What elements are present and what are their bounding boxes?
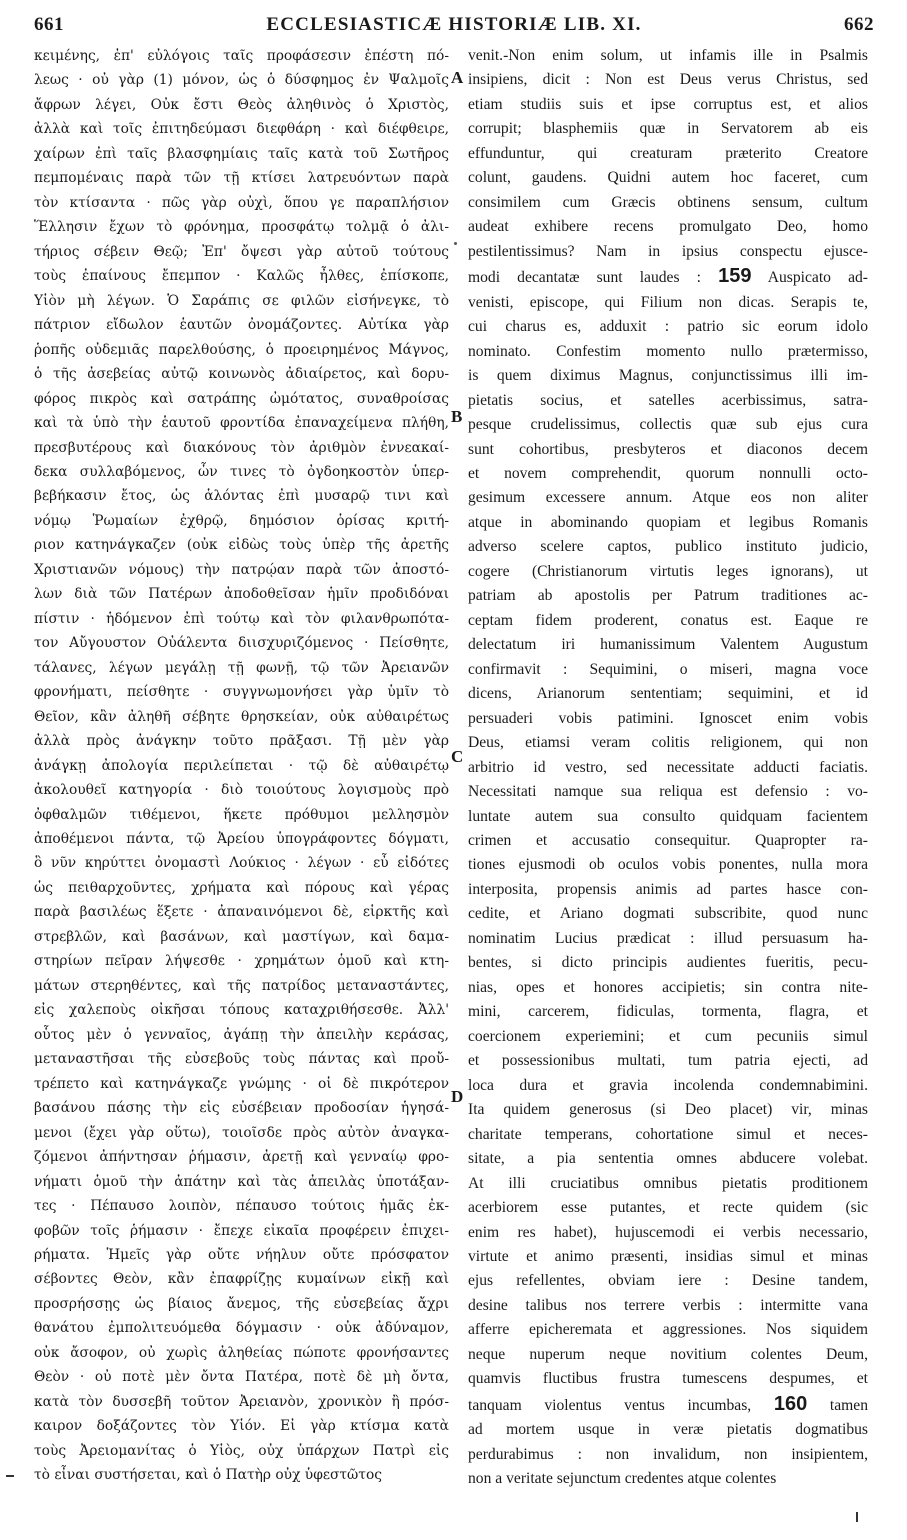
left-page-number: 661 <box>34 14 64 35</box>
latin-line <box>468 291 868 315</box>
margin-tick-mark <box>856 1512 858 1522</box>
latin-line-text: effunduntur, qui creaturam præterito Creatore <box>468 144 868 162</box>
greek-line: καὶ τὰ ὑπὸ τὴν ἑαυτοῦ φροντίδα ἐπαναχείμενα πλήθη, <box>34 415 449 432</box>
latin-line <box>468 315 868 339</box>
latin-line <box>468 1025 868 1049</box>
latin-line-text: charitate temperans, cohortatione simul et neces- <box>468 1125 868 1143</box>
latin-line-text: cedite, et Ariano dogmati subscribite, quod nunc <box>468 905 868 923</box>
latin-line <box>468 976 868 1000</box>
latin-line-text: afferre epicheremata et aggressiones. Nos siquidem <box>468 1321 868 1339</box>
latin-line-text: sunt cohortibus, presbyteros et diaconos decem <box>468 440 868 458</box>
latin-line <box>468 68 868 92</box>
latin-line-text: ejus refellentes, obviam iere : Desine tandem, <box>468 1272 868 1290</box>
latin-line-text: luntate autem sua consulto quidquam facientem <box>468 807 868 825</box>
latin-line-text: corrupit; blasphemiis quæ in Servatorem ab eis <box>468 120 868 138</box>
latin-line-text: enim res habet), hujuscemodi ei verbis necessario, <box>468 1223 868 1241</box>
column-divider-dot <box>454 242 457 245</box>
latin-line <box>468 142 868 166</box>
latin-line-text: desine talibus nos terrere verbis : intermitte vana <box>468 1296 868 1314</box>
greek-line: οὐκ ἄσοφον, οὐ χωρὶς ἀληθείας πώποτε φρονήσαντες <box>34 1344 449 1361</box>
greek-line: καιρον δοξάζοντες τὸν Υἱόν. Εἰ γὰρ κτίσμα κατὰ <box>34 1418 449 1435</box>
latin-line <box>468 1467 868 1491</box>
greek-line: μενοι (ἔχει γὰρ οὕτω), τοιοῖσδε πρὸς αὐτὸν ἀναγκα- <box>34 1124 449 1141</box>
latin-line-text: is quem diximus Magnus, conjunctissimus illi im- <box>468 367 868 385</box>
latin-line <box>468 780 868 804</box>
latin-line <box>468 1123 868 1147</box>
latin-line <box>468 584 868 608</box>
latin-line <box>468 633 868 657</box>
latin-line-text: adverso scelere captos, publico instituto judicio, <box>468 538 868 556</box>
latin-line-text: tamen <box>829 1396 868 1414</box>
greek-line: Υἱὸν μὴ λέγων. Ὁ Σαράπις σε φιλῶν εἰσήνεγκε, τὸ <box>34 292 449 309</box>
latin-line-text: patriam ab apostolis per Patrum traditiones ac- <box>468 587 868 605</box>
greek-line: ῥοπῆς οὐδεμιᾶς παρελθούσης, ὁ προειρημένος Μάγνος, <box>34 341 449 358</box>
latin-line <box>468 1147 868 1171</box>
latin-line <box>468 1221 868 1245</box>
greek-line: ἀνάγκῃ ἀπολογία περιλείπεται · τῷ δὲ αὐθαιρέτῳ <box>34 757 449 774</box>
greek-line: φοβῶν τοῖς ῥήμασιν · ἔπεχε εἰκαῖα προφέρειν ἐπιχει- <box>34 1222 449 1239</box>
latin-line-text: tiones ejusmodi ob oculos vobis ponentes, nulla mora <box>468 856 868 874</box>
greek-line: Χριστιανῶν νόμους) τὴν πατρῴαν παρὰ τῶν ἀποστό- <box>34 561 449 578</box>
greek-line: οὗτος μὲν ὁ γενναῖος, ἀγάπῃ τὴν ἀπειλὴν κεράσας, <box>34 1026 449 1043</box>
greek-line: ἀποθέμενοι πάντα, τῷ Ἀρείου ὑπογράφοντες δόγματι, <box>34 831 449 847</box>
greek-line: λεως · οὐ γὰρ (1) μόνον, ὡς ὁ δύσφημος ἐν Ψαλμοῖς <box>34 72 449 89</box>
latin-line-text: dicens, Arianorum sententiam; sequimini, et id <box>468 685 868 703</box>
greek-line: τρέπετο καὶ κατηνάγκαζε γνώμης · οἱ δὲ πικρότερον <box>34 1075 449 1092</box>
latin-line <box>468 731 868 755</box>
latin-line <box>468 560 868 584</box>
greek-line: τὸν κτίσαντα · πῶς γὰρ οὐχὶ, ὅπου γε παραπλήσιον <box>34 194 449 211</box>
latin-line-text: Auspicato ad- <box>767 269 868 287</box>
greek-line: στρεβλῶν, καὶ βασάνων, καὶ μαστίγων, καὶ δαμα- <box>34 928 449 945</box>
latin-line-text: acerbiorem esse putantes, et recte quidem (sic <box>468 1199 868 1217</box>
margin-letter-a: A <box>451 68 464 87</box>
latin-line-text: cogere (Christianorum virtutis leges ignorans), ut <box>468 562 868 580</box>
latin-line <box>468 902 868 926</box>
latin-line <box>468 93 868 117</box>
latin-line <box>468 340 868 364</box>
latin-line <box>468 1318 868 1342</box>
latin-line-text: Ita quidem generosus (si Deo placet) vir, minas <box>468 1101 868 1119</box>
latin-line-text: Deus, etiamsi veram colitis religionem, qui non <box>468 734 868 752</box>
latin-line-text: delectatum iri humanissimum Valentem Augustum <box>468 636 868 654</box>
greek-line: ἄφρων λέγει, Οὐκ ἔστι Θεὸς ἀληθινὸς ὁ Χριστὸς, <box>34 96 449 113</box>
margin-dash-mark <box>6 1475 14 1477</box>
latin-line <box>468 389 868 413</box>
latin-line-text: ad mortem usque in veræ pietatis dogmatibus <box>468 1421 868 1439</box>
latin-line <box>468 707 868 731</box>
latin-line <box>468 658 868 682</box>
latin-line-text: sitate, a pia sententia omnes abducere volebat. <box>468 1150 868 1168</box>
greek-line: σέβοντες Θεὸν, κἂν ἐπαφρίζῃς κυμαίνων εἰκῇ καὶ <box>34 1271 449 1288</box>
latin-line-text: crimen et accusatio consequitur. Quapropter ra- <box>468 832 868 849</box>
latin-line-text: etiam studiis suis et ipse corruptus est, et alios <box>468 95 868 113</box>
greek-line: ρήματα. Ἡμεῖς γὰρ οὔτε νήηλυν οὔτε πρόσφατον <box>34 1246 449 1263</box>
greek-line: Ἕλλησιν ἔχων τὸ φρόνημα, προσφάτῳ τολμᾷ ὁ ἀλι- <box>34 219 449 236</box>
latin-line <box>468 511 868 535</box>
greek-line: μάτων στερηθέντες, καὶ τῆς πατρίδος μεταναστάντες, <box>34 977 449 994</box>
greek-line: ἀλλὰ καὶ τοῖς ἐπιτηδεύμασι διεφθάρη · καὶ διέφθειρε, <box>34 121 449 138</box>
greek-line: τάλανες, λέγων μεγάλῃ τῇ φωνῇ, τῷ τῶν Ἀρειανῶν <box>34 659 449 676</box>
greek-line: μεταναστῆσαι τῆς εὐσεβοῦς τοὺς πάντας καὶ προὔ- <box>34 1051 449 1068</box>
latin-line-text: non a veritate sejunctum credentes atque colentes <box>468 1470 777 1488</box>
latin-line-text: nominato. Confestim momento nullo prætermisso, <box>468 342 868 360</box>
greek-line: δεκα συλλαβόμενος, ὧν τινες τὸ ὀγδοηκοστὸν ὑπερ- <box>34 463 449 480</box>
latin-line-text: tanquam violentus ventus incumbas, <box>468 1396 752 1414</box>
latin-line <box>468 364 868 388</box>
greek-line: πίστιν · ἡδόμενον ἐπὶ τούτῳ καὶ τὸν φιλανθρωπότα- <box>34 610 449 627</box>
latin-line-text: nias, opes et honores accipietis; sin contra nite- <box>468 978 868 996</box>
latin-line <box>468 927 868 951</box>
latin-line-text: insipiens, dicit : Non est Deus verus Christus, sed <box>468 71 868 89</box>
latin-line <box>468 829 868 853</box>
latin-line <box>468 264 868 290</box>
greek-line: ἀκολουθεῖ κατηγορία · διὸ τοιούτους λογισμοὺς πρὸ <box>34 782 449 799</box>
latin-line <box>468 1245 868 1269</box>
latin-line-text: persuaderi vobis patimini. Ignoscet enim vobis <box>468 709 868 727</box>
greek-line: Θεὸν · οὐ ποτὲ μὲν ὄντα Πατέρα, ποτὲ δὲ μὴ ὄντα, <box>34 1369 449 1386</box>
latin-line <box>468 1074 868 1098</box>
latin-line <box>468 166 868 190</box>
latin-line <box>468 1294 868 1318</box>
greek-line: πάτριον εἴδωλον ἑαυτῶν ὀνομάζοντες. Αὐτίκα γὰρ <box>34 317 449 334</box>
greek-line: νόμῳ Ῥωμαίων ἐχθρῷ, δημόσιον ὁρίσας κριτή- <box>34 512 449 529</box>
latin-line <box>468 853 868 877</box>
latin-line-text: bentes, si dicto principis audientes fueritis, pecu- <box>468 954 868 972</box>
latin-line <box>468 682 868 706</box>
greek-line: τὸ εἶναι συστήσεται, καὶ ὁ Πατὴρ οὐχ ὑφεστῶτος <box>34 1467 382 1484</box>
greek-line: ὃ νῦν κηρύττει ὀνομαστὶ Λούκιος · λέγων · εὖ εἰδότες <box>34 855 449 872</box>
greek-line: θανάτου ἐμπολιτευόμεθα δόγμασιν · οὐκ ἀδύναμον, <box>34 1320 449 1337</box>
latin-line <box>468 413 868 437</box>
greek-line: φόρος πικρὸς καὶ σατράπης ὠμότατος, συναθροίσας <box>34 390 449 407</box>
greek-line: βασάνου πάσης τὴν εἰς εὐσέβειαν προδοσίαν ἡγησά- <box>34 1100 449 1117</box>
greek-line: προσρήσσῃς ὡς βίαιος ἄνεμος, τῆς εὐσεβείας ἄχρι <box>34 1295 449 1312</box>
latin-line-text: perdurabimus : non invalidum, non insipientem, <box>468 1445 868 1463</box>
latin-line-text: virtute et animo præsenti, insidias simul et minas <box>468 1247 868 1265</box>
right-page-number: 662 <box>844 14 874 35</box>
margin-letter-d: D <box>451 1087 464 1106</box>
latin-line-text: et possessionibus multati, tum patria ejecti, ad <box>468 1052 868 1070</box>
page-header <box>34 14 874 44</box>
latin-line-text: At illi cruciatibus omnibus pietatis proditionem <box>468 1174 868 1192</box>
latin-line-text: arbitrio id vestro, sed necessitate adducti faciatis. <box>468 758 868 776</box>
greek-line: ἀλλὰ πρὸς ἀνάγκην τοῦτο πρᾶξασι. Τῇ μὲν γὰρ <box>34 733 449 750</box>
latin-line <box>468 215 868 239</box>
latin-line <box>468 805 868 829</box>
latin-line <box>468 878 868 902</box>
greek-line: κειμένης, ἐπ' εὐλόγοις ταῖς προφάσεσιν ἐπέστη πό- <box>34 48 449 64</box>
greek-line: ὀφθαλμῶν τιθέμενοι, ἥκετε πρόθυμοι μελλησμὸν <box>34 806 449 823</box>
latin-line <box>468 951 868 975</box>
latin-line <box>468 1049 868 1073</box>
latin-line-text: mini, carcerem, fidiculas, tormenta, flagra, et <box>468 1003 868 1021</box>
latin-line-text: nominatim Lucius prædicat : illud persuasum ha- <box>468 929 868 947</box>
latin-line-text: coercionem experiemini; et cum pecuniis simul <box>468 1027 868 1045</box>
latin-text-column <box>468 44 868 1492</box>
greek-line: χαίρων ἐπὶ ταῖς βλασφημίαις ταῖς κατὰ τοῦ Σωτῆρος <box>34 145 449 162</box>
greek-line: ὡς πειθαρχοῦντες, χρήματα καὶ πόρους καὶ γέρας <box>34 879 449 896</box>
section-number: 159 <box>718 265 752 288</box>
greek-line: πεμπομέναις παρὰ τῶν τῇ κτίσει λατρευόντων παρὰ <box>34 170 449 187</box>
latin-line <box>468 117 868 141</box>
latin-line-text: Necessitati namque sua reliqua est defensio : vo- <box>468 783 868 801</box>
latin-line-text: loca dura et gravia incolenda condemnabimini. <box>468 1076 868 1094</box>
latin-line-text: cui charus es, adduxit : patrio sic eorum idolo <box>468 318 868 336</box>
latin-line-text: modi decantatæ sunt laudes : <box>468 269 701 287</box>
latin-line-text: pestilentissimus? Nam in ipsius conspectu ejusce- <box>468 242 868 260</box>
latin-line <box>468 535 868 559</box>
greek-line: εἰς χαλεποὺς οἰκῆσαι τόπους καταχριθήσεσθε. Ἀλλ' <box>34 1002 449 1019</box>
latin-line <box>468 1443 868 1467</box>
greek-line: τοὺς ἐπαίνους ἔπεμπον · Καλῶς ἦλθες, ἐπίσκοπε, <box>34 268 449 285</box>
greek-line: λων διὰ τῶν Πατέρων ἀποδοθεῖσαν ἡμῖν προδιδόναι <box>34 586 449 603</box>
latin-line-text: interposita, propensis animis ad partes hasce con- <box>468 880 868 898</box>
greek-line: βεβήκασιν ἔτος, ὡς ἁλόντας ἐπὶ μυσαρῷ τινι καὶ <box>34 488 449 505</box>
latin-line <box>468 438 868 462</box>
latin-line <box>468 462 868 486</box>
latin-line-text: venisti, episcope, qui Filium non dicas. Serapis te, <box>468 293 868 311</box>
latin-line <box>468 486 868 510</box>
latin-line-text: confirmavit : Sequimini, o miseri, magna voce <box>468 660 868 678</box>
latin-line-text: colunt, gaudens. Quidni autem hoc faceret, cum <box>468 169 868 187</box>
greek-line: στηρίων πεῖραν λήψεσθε · χρημάτων ὁμοῦ καὶ κτη- <box>34 953 449 970</box>
latin-line <box>468 1000 868 1024</box>
margin-letter-c: C <box>451 747 464 766</box>
latin-line <box>468 1196 868 1220</box>
greek-line: παρὰ βασιλέως ἕξετε · ἀπαναινόμενοι δὲ, εἱρκτῆς καὶ <box>34 904 449 921</box>
greek-line: ζόμενοι ἀπήντησαν ῥήμασιν, ἀρετῇ καὶ γενναίῳ φρο- <box>34 1149 449 1166</box>
greek-line: πρεσβυτέρους καὶ διακόνους τὸν ἀριθμὸν ἐννεακαί- <box>34 439 449 456</box>
greek-line: ὁ τῆς ἀσεβείας αὐτῷ κοινωνὸς ἀδιαίρετος, καὶ δορυ- <box>34 366 449 383</box>
greek-line: κατὰ τὸν δυσσεβῆ τοῦτον Ἀρειανὸν, χρονικὸν ἢ πρόσ- <box>34 1393 449 1410</box>
latin-line <box>468 1418 868 1442</box>
latin-line <box>468 756 868 780</box>
latin-line-text: atque in abominando quopiam et legibus Romanis <box>468 513 868 531</box>
latin-line-text: venit.-Non enim solum, ut infamis ille in Psalmis <box>468 47 868 64</box>
latin-line-text: gesimum excessere annum. Atque eos non aliter <box>468 489 868 507</box>
latin-line-text: audeat exhibere recens promulgato Deo, homo <box>468 218 868 236</box>
greek-line: τον Αὔγουστον Οὐάλεντα διισχυριζόμενος · Πείσθητε, <box>34 635 449 652</box>
latin-line <box>468 1172 868 1196</box>
greek-line: Θεῖον, κἂν ἀληθῆ σέβητε θρησκείαν, οὐκ αὐθαιρέτως <box>34 708 449 725</box>
latin-line <box>468 609 868 633</box>
latin-line-text: neque nuperum neque novitium colentes Deum, <box>468 1345 868 1363</box>
latin-line-text: ceptam fidem proderent, conatus est. Eaque re <box>468 611 868 629</box>
greek-text-column <box>34 44 449 1488</box>
latin-line <box>468 1367 868 1391</box>
latin-line-text: pesque crudelissimus, collectis quæ sub ejus cura <box>468 416 868 434</box>
latin-line-text: quamvis fluctibus frustra tumescens despumes, et <box>468 1370 868 1388</box>
latin-line <box>468 1098 868 1122</box>
greek-line: νήματι ὁμοῦ τὴν ἀπάτην καὶ τὰς ἀπειλὰς ὑποτάξαν- <box>34 1173 449 1190</box>
latin-line <box>468 1343 868 1367</box>
section-number: 160 <box>773 1392 808 1415</box>
running-title: ECCLESIASTICÆ HISTORIÆ LIB. XI. <box>266 14 642 35</box>
greek-line: τες · Πέπαυσο λοιπὸν, πέπαυσο τούτοις ἡμᾶς ἐκ- <box>34 1198 449 1215</box>
latin-line-text: consimilem cum Græcis obtinens sensum, cultum <box>468 193 868 211</box>
latin-line <box>468 240 868 264</box>
latin-line-text: et novem comprehendit, quorum nonnulli octo- <box>468 464 868 482</box>
greek-line: ριον κατηνάγκαζεν (οὐκ εἰδὼς τοὺς ὑπὲρ τῆς ἀρετῆς <box>34 537 449 554</box>
margin-letter-b: B <box>451 407 463 426</box>
latin-line <box>468 1392 868 1418</box>
greek-line: φρονήματι, πείσθητε · συγγνωμονήσει γὰρ ὑμῖν τὸ <box>34 684 449 701</box>
latin-line <box>468 191 868 215</box>
latin-line <box>468 1269 868 1293</box>
latin-line-text: pietatis socius, et satelles acerbissimus, satra- <box>468 391 868 409</box>
greek-line: τήριος σέβειν Θεῷ; Ἐπ' ὄψεσι γὰρ αὐτοῦ τούτους <box>34 243 449 260</box>
latin-line <box>468 44 868 68</box>
greek-line: τοὺς Ἀρειομανίτας ὁ Υἱὸς, οὐχ ὑπάρχων Πατρὶ εἰς <box>34 1442 449 1459</box>
